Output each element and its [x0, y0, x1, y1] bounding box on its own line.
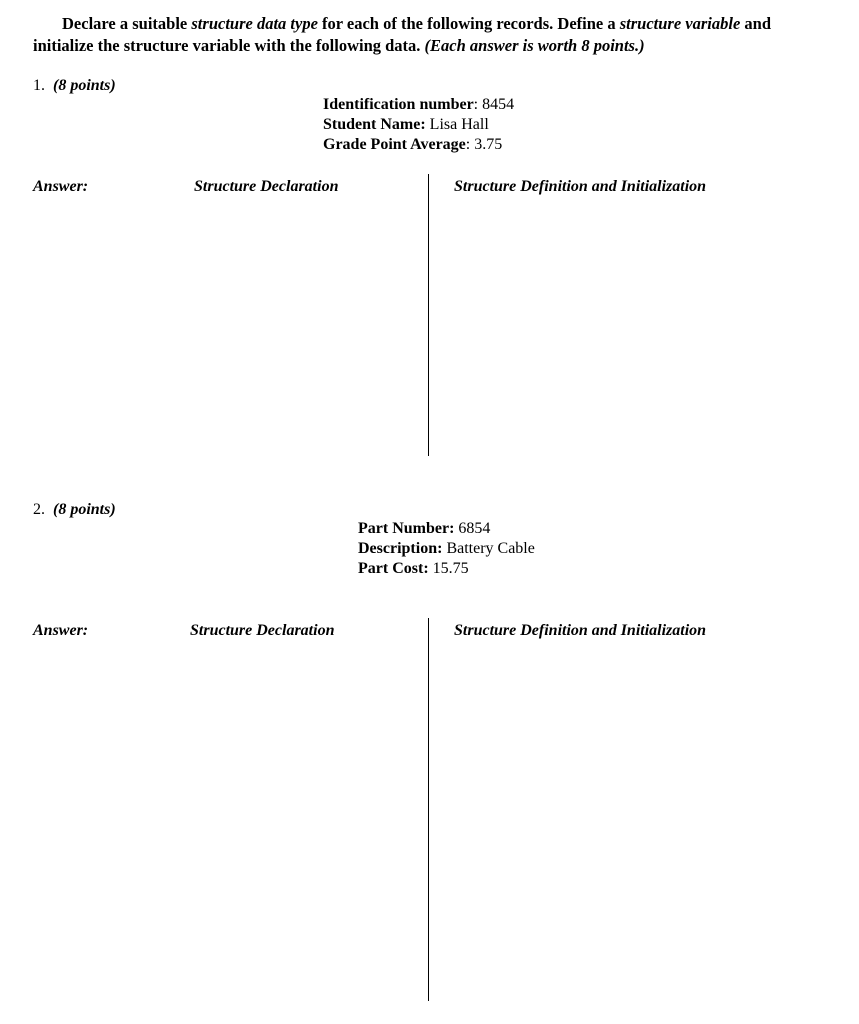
intro-points-note: (Each answer is worth 8 points.)	[424, 36, 645, 55]
structure-definition-heading: Structure Definition and Initialization	[454, 178, 707, 195]
structure-declaration-heading: Structure Declaration	[190, 622, 335, 639]
column-divider	[428, 174, 429, 456]
field-value: 15.75	[432, 560, 469, 577]
field-label: Description:	[358, 540, 443, 557]
intro-text: initialize the structure variable with the following data.	[33, 36, 425, 55]
question-1-header	[33, 76, 116, 96]
record-field	[358, 519, 535, 539]
field-label: Grade Point Average	[323, 136, 466, 153]
instructions-line-2	[33, 35, 645, 57]
column-divider	[428, 618, 429, 1001]
record-field	[323, 115, 514, 135]
intro-text: Declare a suitable	[62, 14, 192, 33]
question-points: (8 points)	[53, 501, 116, 518]
field-value: 8454	[482, 96, 515, 113]
question-2-header	[33, 500, 116, 520]
question-number: 2.	[33, 501, 45, 518]
intro-emphasis: structure variable	[619, 14, 741, 33]
intro-emphasis: structure data type	[191, 14, 318, 33]
field-value: Lisa Hall	[429, 116, 489, 133]
record-field: Grade Point Average: 3.75	[323, 136, 503, 153]
structure-declaration-heading: Structure Declaration	[194, 178, 339, 195]
field-label: Student Name:	[323, 116, 426, 133]
question-number: 1.	[33, 77, 45, 94]
field-label: Identification number	[323, 96, 474, 113]
record-field	[358, 539, 535, 559]
answer-label: Answer:	[33, 178, 89, 195]
field-value: Battery Cable	[446, 540, 535, 557]
structure-definition-heading: Structure Definition and Initialization	[454, 622, 707, 639]
instructions-line-1	[62, 13, 771, 35]
field-label: Part Cost:	[358, 560, 429, 577]
record-1	[323, 95, 514, 155]
field-value: 3.75	[474, 136, 503, 153]
intro-text: and	[740, 14, 772, 33]
record-2	[358, 519, 535, 579]
answer-label: Answer:	[33, 622, 89, 639]
record-field: Identification number: 8454	[323, 96, 515, 113]
question-points: (8 points)	[53, 77, 116, 94]
field-label: Part Number:	[358, 520, 455, 537]
intro-text: for each of the following records. Define a	[317, 14, 620, 33]
field-value: 6854	[458, 520, 491, 537]
record-field	[358, 559, 535, 579]
